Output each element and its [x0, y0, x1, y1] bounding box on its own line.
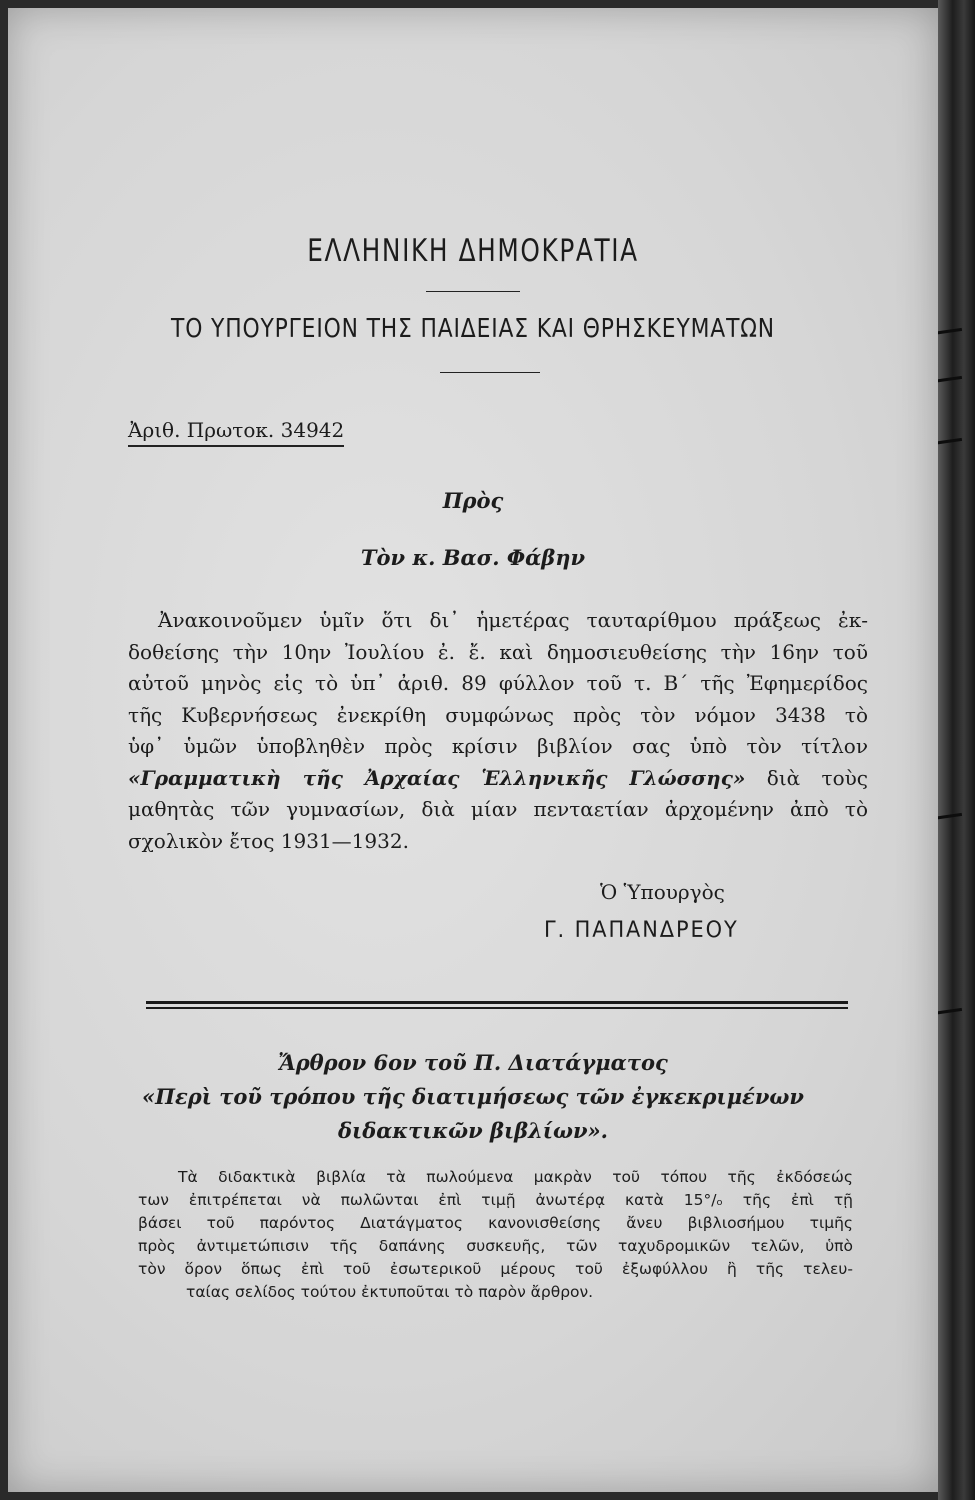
article-heading-line: διδακτικῶν βιβλίων».: [338, 1118, 608, 1143]
article-heading: [8, 1046, 938, 1148]
letter-line: σχολικὸν ἔτος 1931—1932.: [128, 828, 409, 853]
letter-line: τῆς Κυβερνήσεως ἐνεκρίθη συμφώνως πρὸς τὸν νόμον 3438 τὸ: [128, 702, 868, 727]
letter-body: [128, 605, 868, 857]
signature-name: Γ. ΠΑΠΑΝΔΡΕΟΥ: [544, 918, 739, 943]
book-spine: [938, 0, 975, 1500]
document-page: [8, 8, 938, 1492]
recipient-name: Τὸν κ. Βασ. Φάβην: [360, 545, 586, 570]
article-line: τὸν ὅρον ὅπως ἐπὶ τοῦ ἐσωτερικοῦ μέρους τοῦ ἐξωφύλλου ἢ τῆς τελευ-: [138, 1260, 853, 1278]
document-title: ΕΛΛΗΝΙΚΗ ΔΗΜΟΚΡΑΤΙΑ: [307, 233, 639, 269]
letter-line: Ἀνακοινοῦμεν ὑμῖν ὅτι δι᾿ ἡμετέρας ταυταρίθμου πράξεως ἐκ-: [158, 608, 868, 632]
book-title: «Γραμματικὴ τῆς Ἀρχαίας Ἑλληνικῆς Γλώσσης»: [128, 765, 746, 790]
letter-line: δοθείσης τὴν 10ην Ἰουλίου ἐ. ἔ. καὶ δημοσιευθείσης τὴν 16ην τοῦ: [128, 639, 868, 664]
ministry-heading: ΤΟ ΥΠΟΥΡΓΕΙΟΝ ΤΗΣ ΠΑΙΔΕΙΑΣ ΚΑΙ ΘΡΗΣΚΕΥΜΑΤΩΝ: [171, 314, 775, 344]
article-heading-line: «Περὶ τοῦ τρόπου τῆς διατιμήσεως τῶν ἐγκεκριμένων: [142, 1084, 804, 1109]
letter-line: μαθητὰς τῶν γυμνασίων, διὰ μίαν πενταετίαν ἀρχομένην ἀπὸ τὸ: [128, 797, 868, 821]
title-divider: [426, 291, 520, 292]
article-line: βάσει τοῦ παρόντος Διατάγματος κανονισθείσης ἄνευ βιβλιοσήμου τιμῆς: [138, 1214, 853, 1232]
signature-label: Ὁ Ὑπουργὸς: [600, 880, 725, 904]
section-divider-secondary: [146, 1007, 848, 1009]
protocol-number: Ἀριθ. Πρωτοκ. 34942: [128, 418, 344, 447]
book-title-tail: διὰ τοὺς: [766, 765, 868, 790]
article-line: Τὰ διδακτικὰ βιβλία τὰ πωλούμενα μακρὰν τοῦ τόπου τῆς ἐκδόσεώς: [178, 1168, 853, 1186]
ministry-divider: [440, 372, 540, 373]
article-body: [138, 1166, 853, 1304]
letter-line-book: [128, 763, 868, 795]
addressee-prefix: Πρὸς: [442, 488, 504, 513]
article-line: πρὸς ἀντιμετώπισιν τῆς δαπάνης συσκευῆς, τῶν ταχυδρομικῶν τελῶν, ὑπὸ: [138, 1237, 853, 1255]
letter-line: ὑφ᾿ ὑμῶν ὑποβληθὲν πρὸς κρίσιν βιβλίον σας ὑπὸ τὸν τίτλον: [128, 734, 868, 758]
section-divider: [146, 1001, 848, 1004]
article-line: ταίας σελίδος τούτου ἐκτυποῦται τὸ παρὸν ἄρθρον.: [186, 1283, 594, 1301]
letter-line: αὐτοῦ μηνὸς εἰς τὸ ὑπ᾿ ἀριθ. 89 φύλλον τοῦ τ. Β΄ τῆς Ἐφημερίδος: [128, 671, 868, 695]
article-line: των ἐπιτρέπεται νὰ πωλῶνται ἐπὶ τιμῇ ἀνωτέρᾳ κατὰ 15°/ₒ τῆς ἐπὶ τῇ: [138, 1191, 853, 1209]
article-heading-line: Ἄρθρον 6ον τοῦ Π. Διατάγματος: [278, 1050, 668, 1075]
